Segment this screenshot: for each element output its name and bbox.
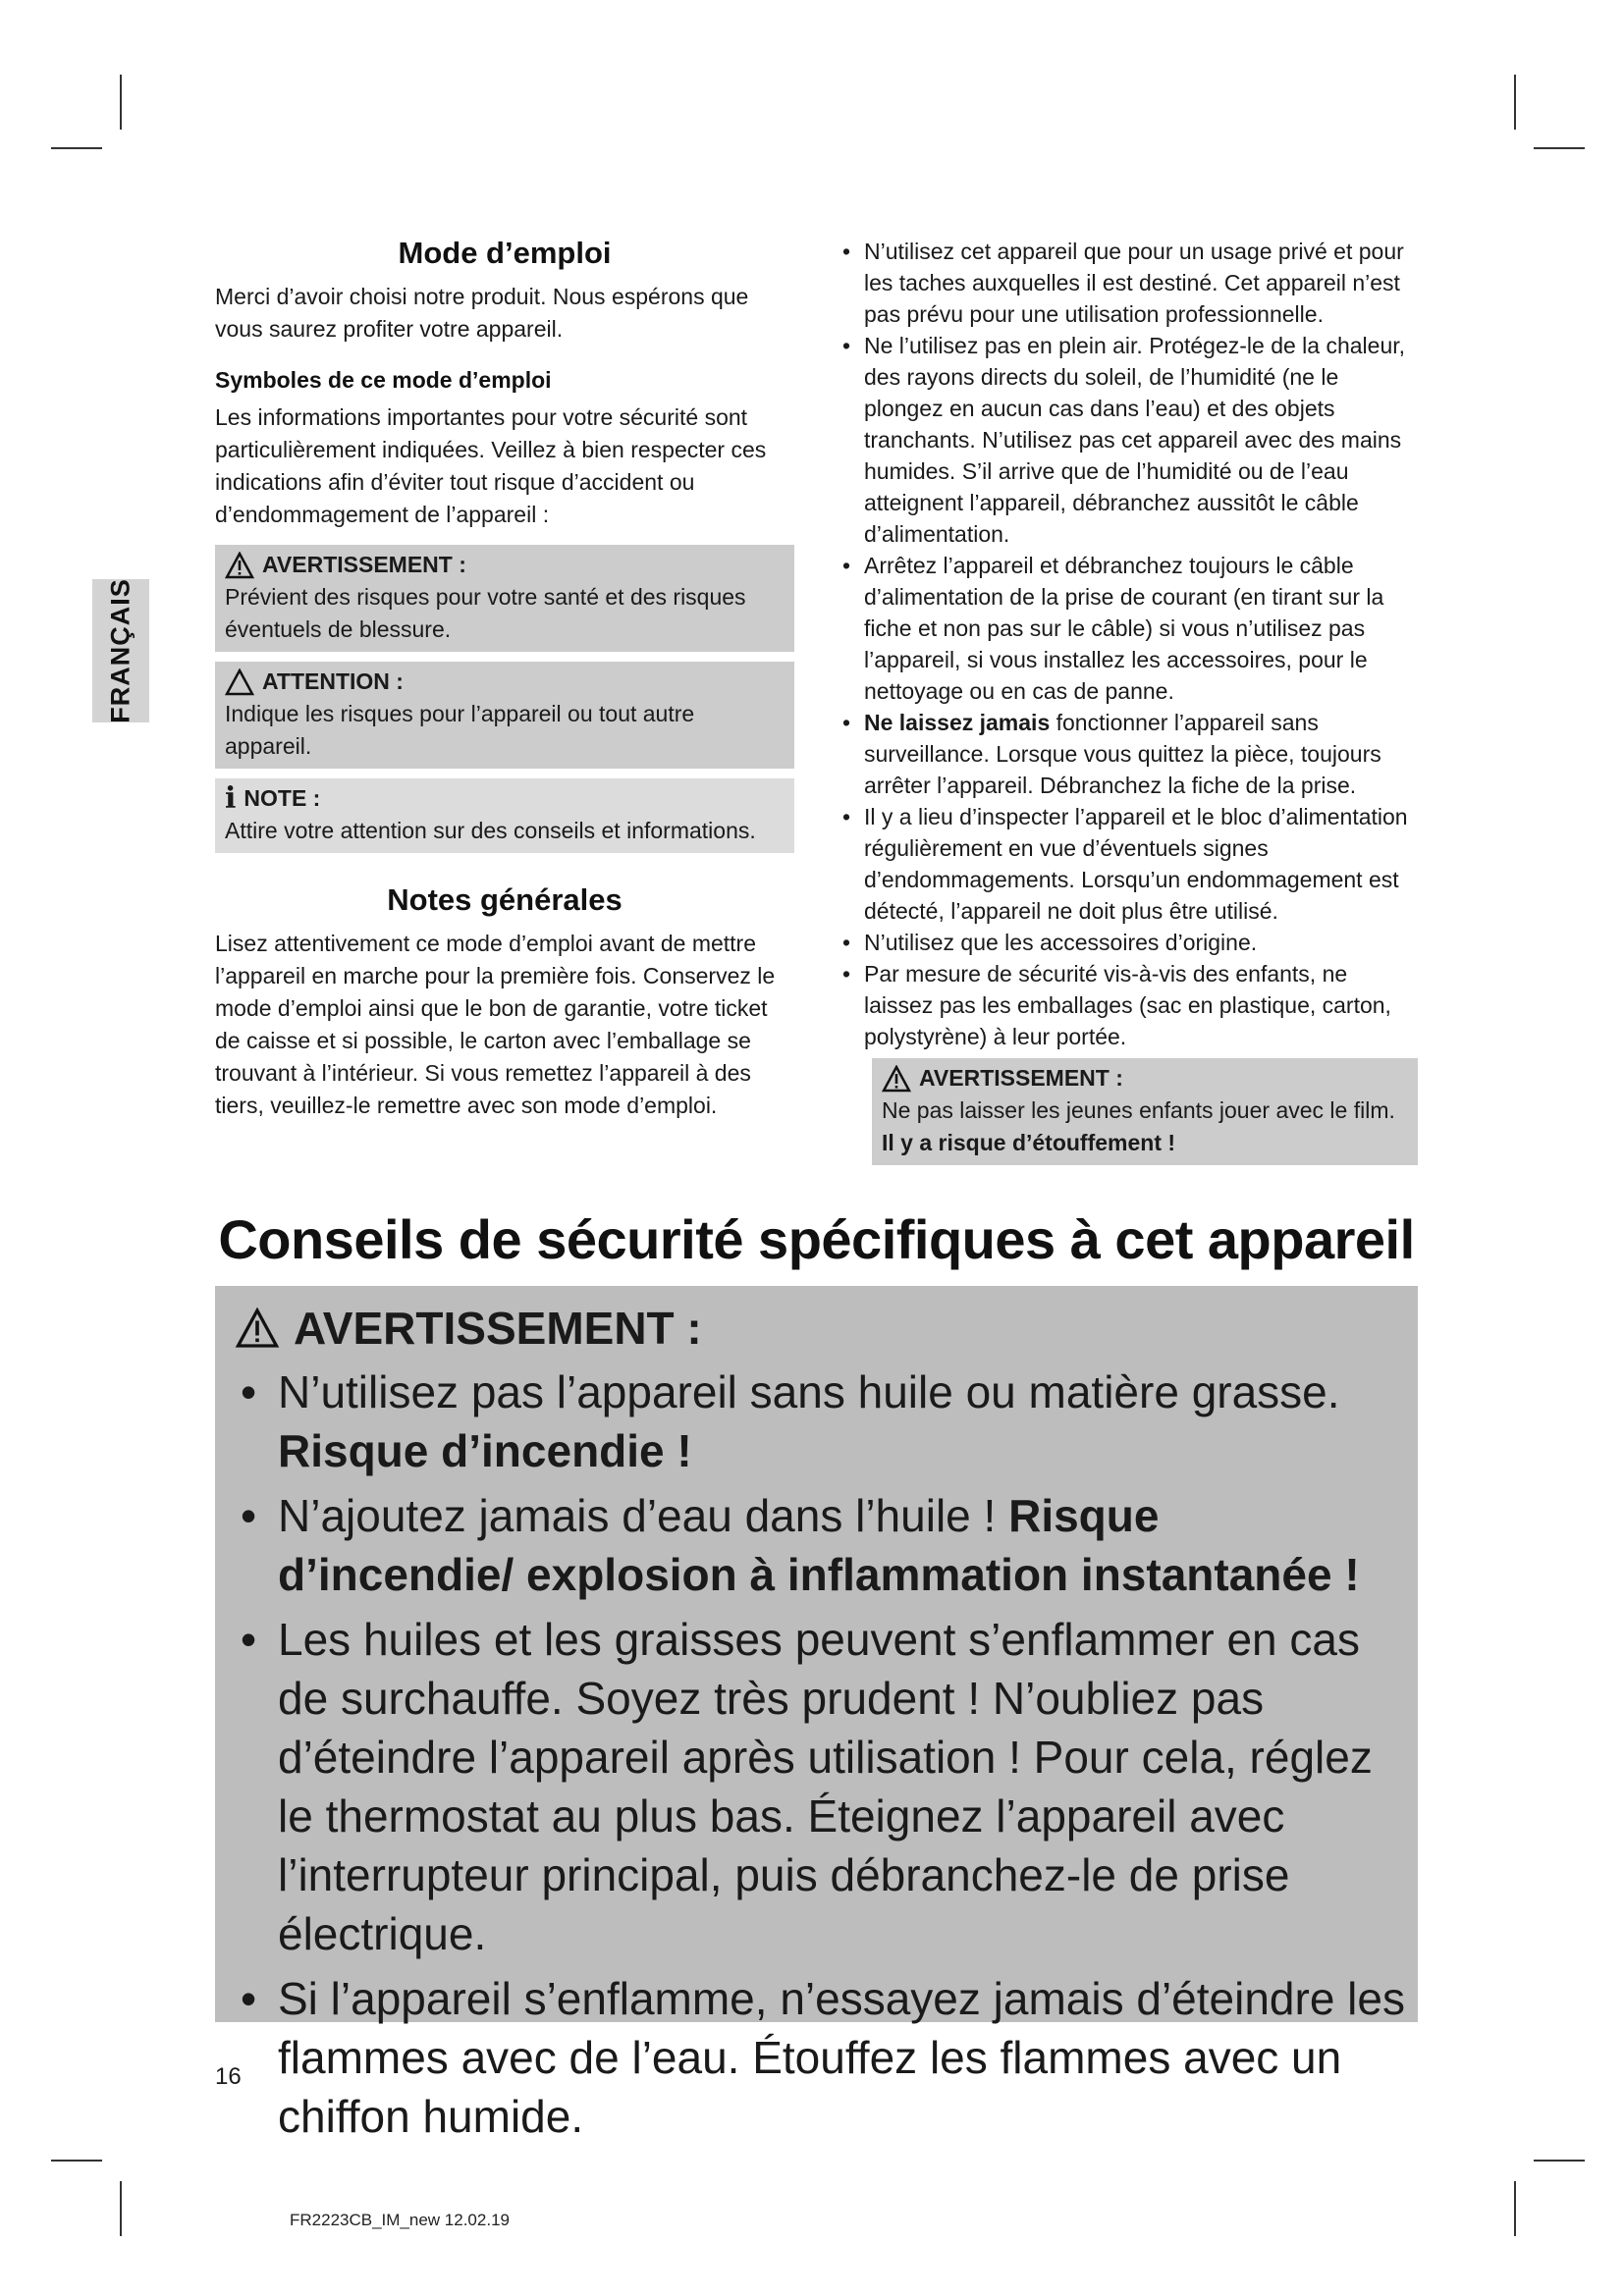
bold-phrase: Risque d’incendie ! (278, 1425, 692, 1476)
general-notes-text: Lisez attentivement ce mode d’emploi avant de mettre l’appareil en marche pour la première fois. Conservez le mode d’emploi ainsi que le bon de garantie, votre ticket de caisse et si possible, le carton avec l’emballage se trouvant à l’intérieur. Si vous remettez l’appareil à des tiers, veuillez-le remettre avec son mode d’emploi. (215, 931, 776, 1118)
crop-mark (51, 2160, 102, 2162)
mode-emploi-title: Mode d’emploi (398, 236, 612, 270)
list-item (229, 1362, 1407, 1480)
film-warning-box (872, 1058, 1418, 1165)
intro-text: Merci d’avoir choisi notre produit. Nous espérons que vous saurez profiter votre appareil. (215, 284, 749, 342)
list-item: • N’utilisez que les accessoires d’origine. (840, 927, 1418, 958)
avertissement-text: Prévient des risques pour votre santé et des risques éventuels de blessure. (225, 584, 746, 642)
safety-section-title: Conseils de sécurité spécifiques à cet appareil (218, 1208, 1415, 1270)
list-item (229, 1486, 1407, 1604)
bold-phrase: Ne laissez jamais (864, 710, 1051, 735)
crop-mark (1534, 147, 1585, 149)
language-tab-label: FRANÇAIS (105, 578, 135, 723)
crop-mark (120, 75, 122, 130)
warning-icon (235, 1308, 280, 1349)
avertissement-box (215, 545, 794, 652)
list-item-text: N’ajoutez jamais d’eau dans l’huile ! (278, 1490, 1009, 1541)
symbols-heading: Symboles de ce mode d’emploi (215, 367, 552, 393)
list-item: • Arrêtez l’appareil et débranchez toujours le câble d’alimentation de la prise de courant (en tirant sur la fiche et non pas sur le câble) si vous n’utilisez pas l’appareil, si vous installez les accessoires, pour le nettoyage ou en cas de panne. (840, 550, 1418, 707)
avertissement-title: AVERTISSEMENT : (262, 552, 466, 577)
list-item: • Il y a lieu d’inspecter l’appareil et le bloc d’alimentation régulièrement en vue d’éventuels signes d’endommagements. Lorsqu’un endommagement est détecté, l’appareil ne doit plus être utilisé. (840, 801, 1418, 927)
note-title: NOTE : (244, 785, 321, 811)
crop-mark (1514, 75, 1516, 130)
warning-icon (225, 552, 254, 579)
list-item: • Les huiles et les graisses peuvent s’enflammer en cas de surchauffe. Soyez très prudent ! N’oubliez pas d’éteindre l’appareil après utilisation ! Pour cela, réglez le thermostat au plus bas. Éteignez l’appareil avec l’interrupteur principal, puis débranchez-le de prise électrique. (229, 1610, 1407, 1963)
general-notes-title: Notes générales (387, 882, 623, 917)
list-item: • Ne l’utilisez pas en plein air. Protégez-le de la chaleur, des rayons directs du soleil, de l’humidité (ne le plongez en aucun cas dans l’eau) et des objets tranchants. N’utilisez pas cet appareil avec des mains humides. S’il arrive que de l’humidité ou de l’eau atteignent l’appareil, débranchez aussitôt le câble d’alimentation. (840, 330, 1418, 550)
note-box (215, 778, 794, 853)
list-item: • Par mesure de sécurité vis-à-vis des enfants, ne laissez pas les emballages (sac en plastique, carton, polystyrène) à leur portée. (840, 958, 1418, 1052)
crop-mark (120, 2181, 122, 2236)
right-column (840, 236, 1418, 1165)
language-tab (92, 579, 149, 722)
info-icon: i (225, 780, 237, 816)
list-item: • N’utilisez cet appareil que pour un usage privé et pour les taches auxquelles il est destiné. Cet appareil n’est pas prévu pour une utilisation professionnelle. (840, 236, 1418, 330)
caution-icon (225, 668, 254, 696)
note-text: Attire votre attention sur des conseils et informations. (225, 818, 756, 843)
film-warning-bold: Il y a risque d’étouffement ! (882, 1130, 1176, 1155)
page-number: 16 (215, 2063, 242, 2090)
footer-filename: FR2223CB_IM_new 12.02.19 (290, 2211, 510, 2229)
attention-text: Indique les risques pour l’appareil ou tout autre appareil. (225, 701, 695, 759)
list-item-text: N’utilisez pas l’appareil sans huile ou matière grasse. (278, 1366, 1340, 1417)
crop-mark (51, 147, 102, 149)
left-column (215, 236, 794, 1122)
safety-list (840, 236, 1418, 1052)
attention-box (215, 662, 794, 769)
list-item (840, 707, 1418, 801)
crop-mark (1534, 2160, 1585, 2162)
list-item: • Si l’appareil s’enflamme, n’essayez jamais d’éteindre les flammes avec de l’eau. Étouffez les flammes avec un chiffon humide. (229, 1969, 1407, 2146)
list-item-text: fonctionner l’appareil sans surveillance. Lorsque vous quittez la pièce, toujours arrêter l’appareil. Débranchez la fiche de la prise. (864, 710, 1381, 798)
crop-mark (1514, 2181, 1516, 2236)
film-warning-title: AVERTISSEMENT : (919, 1065, 1123, 1091)
safety-warning-list (229, 1362, 1407, 2152)
symbols-text: Les informations importantes pour votre sécurité sont particulièrement indiquées. Veillez à bien respecter ces indications afin d’éviter tout risque d’accident ou d’endommagement de l’appareil : (215, 404, 767, 527)
safety-warning-title: AVERTISSEMENT : (294, 1303, 702, 1354)
attention-title: ATTENTION : (262, 668, 404, 694)
film-warning-text: Ne pas laisser les jeunes enfants jouer avec le film. (882, 1097, 1395, 1123)
bold-phrase: Risque d’incendie/ explosion à inflammation instantanée ! (278, 1490, 1360, 1600)
warning-icon (882, 1065, 911, 1093)
